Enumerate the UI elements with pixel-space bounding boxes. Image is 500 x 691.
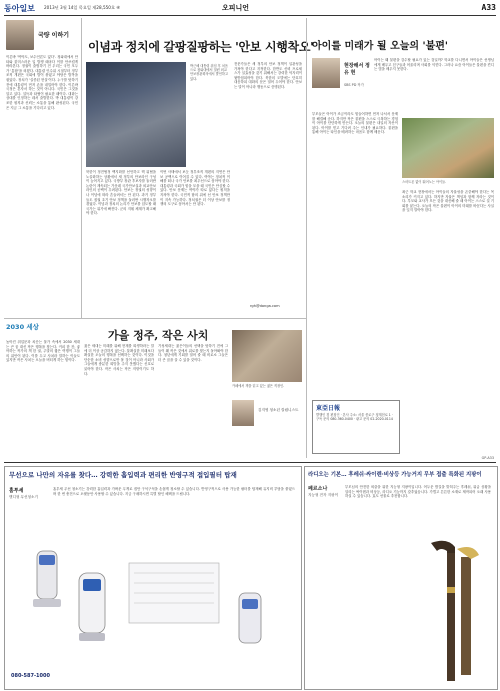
photo-caption: 박근혜 대통령 취임 후 처음으로 청와대에서 열린 외교안보장관회의에서 발언하고 있다. [190, 64, 228, 81]
author-portrait [6, 20, 34, 50]
column-author: 국량 이하기 [38, 32, 70, 39]
divider [306, 18, 307, 458]
column-body: 이른바 '여야도, 보수언론도 없다'. 청와대에서 안타와 불미스러운 일 발생 때마다 이를 안쓰럽게 바라본다. 정권이 출범하기 전 우리는 국민 모두가 '통합'을 외쳤다. 대통령 인수위 시절부터 정부조직 개편은 국회에 발이 묶였고 야당은 발목을 잡았다. 정치가 '실종된 현실'이다. 누구를 탓하기 전에 대통령이 먼저 손을 내밀어야 한다. 이른바 국정은 혼자서 하는 것이 아니다. 국민은 그것을 알고 있다. 설득과 타협이 필요한 때이다. 대화는 상대를 인정하는 데서 출발한다. 박 대통령이 강조한 원칙과 신뢰는 소통을 통해 완성된다. 국민은 지금 그 소통을 기다리고 있다. [6, 55, 78, 110]
photo-caption: 스마트폰 없이 뛰어노는 아이들. [402, 180, 447, 184]
ad-brand: 페르소나 [308, 486, 328, 492]
ad-brand: 홈투세 [9, 488, 24, 494]
divider [4, 318, 306, 319]
column-body-2: 젊은 세대는 미래를 위해 현재를 희생하라는 말에 더 이상 공감하지 않는다. 불확실한 미래보다 확실한 오늘의 행복을 선택하는 것이다. 이것을 단순한 소비 성향으로만 볼 것이 아니라 사회가 그들에게 충분한 희망을 주지 못했다는 신호로 읽어야 한다. 작은 사치는 작은 저항이기도 하다. [84, 344, 154, 376]
page-number: A33 [481, 3, 496, 12]
main-headline: 이념과 정치에 갈팡질팡하는 '안보 시행착오' [88, 40, 314, 54]
ad-subtitle: 지능형 전자 지팡이 [308, 493, 339, 497]
photo-caption: 카페에서 책을 읽고 있는 젊은 직장인. [232, 384, 285, 388]
article-body-2: 이번 사태에서 보듯 정부조직 개편의 지연은 안보 공백으로 이어질 수 있다. 여야는 정치적 이해를 떠나 국가 안보를 최우선으로 삼아야 한다. 대통령과 국회가 힘을 모을 때 국민은 안심할 수 있다. 안보 문제는 여야가 따로 없다는 원칙을 지켜야 한다. 국민적 합의 위에 선 안보 정책만이 지속 가능하다. 정치권은 더 이상 안보를 정쟁의 도구로 삼아서는 안 된다. [160, 170, 230, 207]
date-line: 2013년 3월 14일 목요일 제28,550호 ④ [44, 5, 121, 10]
divider [81, 18, 82, 318]
author-email: rgh@donga.com [250, 304, 280, 308]
page-code: GP-A33 [481, 456, 494, 460]
right-body-2: 부모들은 아이가 조금이라도 힘들어하면 먼저 나서서 문제를 해결해 준다. 하지만 작은 불편을 스스로 극복하는 경험이 아이를 단단하게 만든다. 오늘의 불편은 내일의 자산이 된다. 아이를 믿고 기다려 주는 인내가 필요하다. 불편을 통해 아이는 타인을 배려하는 마음도 함께 배운다. [312, 112, 398, 135]
article-body-1: 북한이 정전협정 백지화를 선언하고 핵 위협을 노골화하는 상황에서 새 정부의 안보라인 구성이 늦어지고 있다. 국방부 장관 후보자를 둘러싼 논란이 계속되는 가운데 국가안보실과 외교안보 라인의 공백이 우려된다. 안보는 정권의 성향이나 이념에 따라 흔들려서는 안 된다. 과거 정부들도 집권 초기 안보 정책을 둘러싼 시행착오를 겪었다. 이념과 정치의 논리가 안보를 압도할 때 국가는 위기에 빠진다. 군의 지휘 체계가 확고해야 한다. [86, 170, 156, 216]
column-body-3: 기성세대는 젊은이들의 선택을 탓하기 전에 그들이 왜 작은 것에서 위로를 찾는지 돌아봐야 한다. 청년에게 기회를 열어 줄 때 비로소 그들은 더 큰 꿈을 꿀 수 있을 것이다. [158, 344, 228, 362]
column-author: 김지영 청소년 칼럼니스트 [258, 408, 299, 412]
right-body-1: 아이는 왜 불편을 감수할 필요가 있는 것일까? 학교를 다니면서 아이들은 선생님에게 배우고 친구들과 어울리며 사회를 익힌다. 그러나 요즘 아이들은 불편을 견디는 법을 배우지 못한다. [374, 58, 494, 72]
cane-ad[interactable] [304, 466, 498, 690]
children-photo [402, 118, 494, 178]
divider [4, 462, 496, 463]
ad-headline: 무선으로 나만의 자유를 찾다… 강력한 흡입력과 편리한 반영구적 접입필터 탑재 [9, 471, 237, 479]
article-photo [86, 62, 186, 167]
walking-cane-icon [401, 537, 493, 685]
newspaper-logo: 동아일보 [4, 3, 35, 13]
vacuum-ad[interactable] [4, 466, 302, 690]
publisher-info-box [312, 400, 400, 454]
publisher-info: 발행인 겸 편집인 · 본사 주소: 서울 종로구 청계천로 1 · 구독 문의 080-360-0400 · 광고 문의 02-2020-0114 [316, 413, 393, 422]
author-name: 현장해서 정 유 현 [344, 63, 370, 76]
ad-subtitle: 핸디형 무선청소기 [9, 495, 38, 499]
column-headline: 가을 정주, 작은 사치 [108, 329, 209, 342]
column-body-1: 높아진 취업문과 치솟는 물가 속에서 2030 세대는 큰 꿈 대신 작은 행복을 찾는다. 커피 한 잔, 좋아하는 작가의 책 한 권, 주말의 짧은 여행이 그들의 위안이 된다. 이를 두고 사치라 말하는 이들도 있지만 작은 사치는 오늘을 버티게 하는 힘이다. [6, 340, 80, 363]
right-headline: 아이를 미래가 될 오늘의 '불편' [312, 41, 448, 52]
section-title: 오피니언 [222, 4, 250, 12]
publisher-logo: 東亞日報 [316, 405, 341, 412]
column-photo [232, 330, 302, 382]
author-portrait [232, 400, 254, 426]
vacuum-products-icon [9, 533, 299, 683]
author-portrait [312, 58, 340, 88]
column-label-2030: 2030 세상 [6, 323, 39, 331]
author-role: SBS PD 작가 [344, 83, 364, 87]
ad-body: 홈투세 무선 청소기는 강력한 흡입력과 가벼운 무게로 집안 구석구석을 손쉽게 청소할 수 있습니다. 반영구적으로 사용 가능한 필터를 탑재해 유지비 부담을 줄였으며 한 번 충전으로 오랫동안 사용할 수 있습니다. 지금 구매하시면 특별 할인 혜택을 드립니다. [53, 487, 295, 496]
ad-phone[interactable]: 080-587-1000 [11, 673, 50, 679]
article-body-3: 전문가들은 새 정부의 안보 정책이 일관성을 가져야 한다고 지적한다. 한반도 신뢰 프로세스가 실효성을 갖기 위해서는 강력한 억지력이 뒷받침되어야 한다. 북한의 도발에는 단호히 대응하되 대화의 문은 열어 두어야 한다. 안보는 말이 아니라 행동으로 증명된다. [234, 62, 302, 89]
right-body-3: 최근 학교 현장에서는 아이들의 자율성을 존중해야 한다는 목소리가 커지고 있다. 하지만 자율은 책임과 함께 자라는 것이다. 부모와 교사가 모든 것을 대신해 줄 때 아이는 스스로 설 기회를 잃는다. 오늘의 작은 불편이 아이의 미래를 바꾼다는 사실을 잊지 말아야 한다. [402, 190, 494, 213]
ad-body: 부모님의 안전한 외출을 위한 지능형 지팡이입니다. 어두운 밤길을 밝혀주는 후레쉬, 위급 상황을 알리는 싸이렌과 비상등, 라디오 기능까지 갖추었습니다. 가볍고 튼튼한 소재로 제작되어 오래 사용하실 수 있습니다. 효도 선물로 추천합니다. [345, 485, 491, 499]
masthead [4, 1, 496, 16]
ad-headline: 라디오는 기본… 후레쉬·싸이렌·비상등 가능거지 무부 접출 특화된 지팡이 [308, 472, 482, 478]
